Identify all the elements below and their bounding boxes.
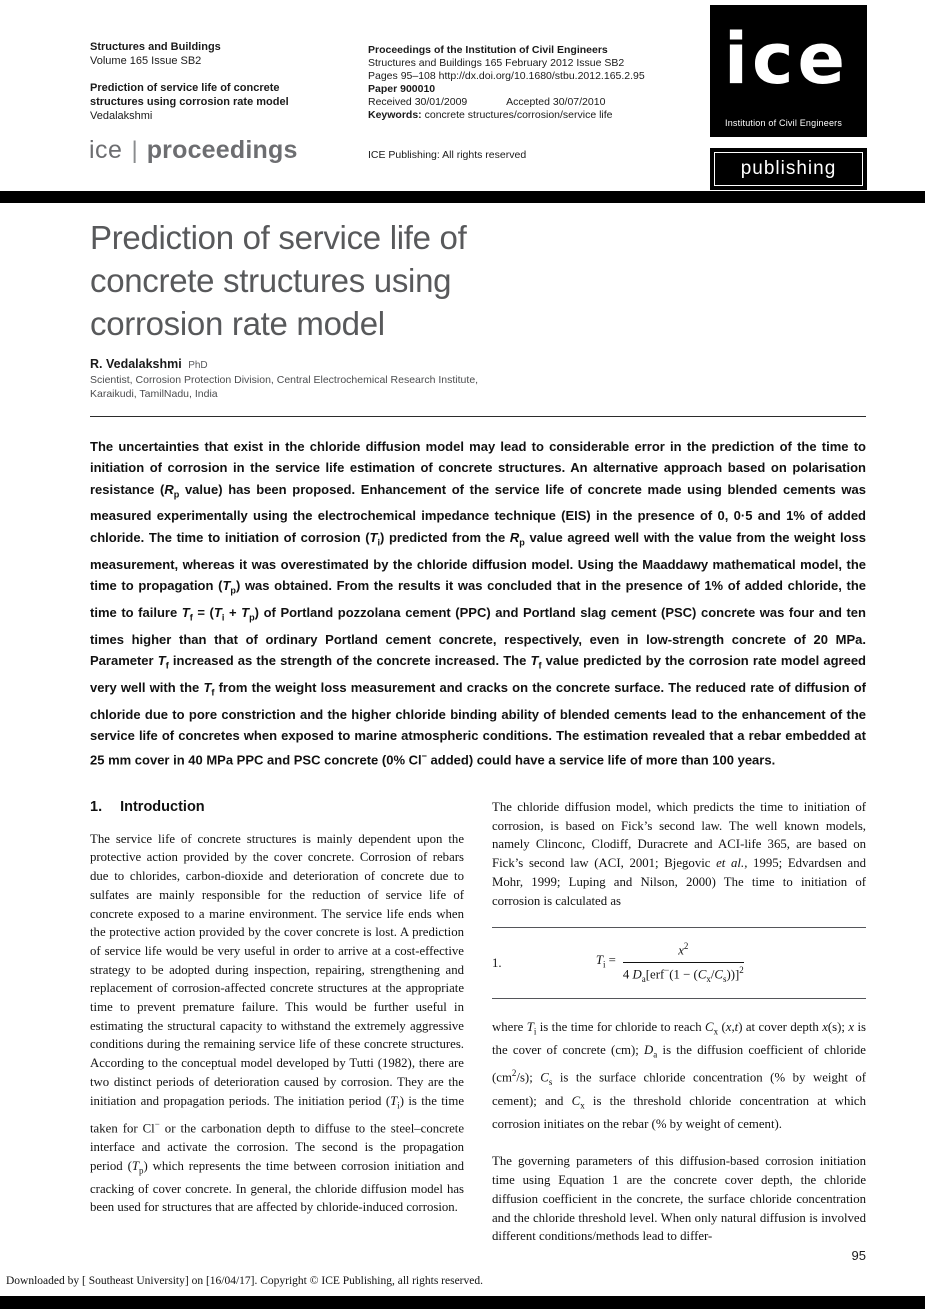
title-line-2: concrete structures using: [90, 262, 452, 299]
keywords-line: [368, 109, 698, 122]
body-paragraph-1: The chloride diffusion model, which predicts the time to initiation of corrosion, is based on Fick’s second law. The well known models, namely Clinconc, Clodiff, Duracrete and ACI-life 365, are based on Fick’s second law (ACI, 2001; Bjegovic et al., 1995; Edvardsen and Mohr, 1999; Luping and Nilson, 2000) The time to initiation of corrosion is calculated as: [492, 800, 867, 908]
proceedings-line: Proceedings of the Institution of Civil Engineers: [368, 44, 608, 56]
author-name: R. Vedalakshmi: [90, 357, 182, 371]
institution-name: Institution of Civil Engineers: [725, 118, 843, 128]
accepted-date: Accepted 30/07/2010: [506, 96, 606, 108]
ice-logo: ice: [724, 18, 849, 100]
author-affiliation: Scientist, Corrosion Protection Division, Central Electrochemical Research Institute, Karaikudi, TamilNadu, India: [90, 374, 479, 400]
header-paper-title: Prediction of service life of concrete structures using corrosion rate model: [90, 82, 289, 108]
title-divider: [90, 416, 866, 417]
author-degree: PhD: [188, 360, 208, 371]
logo-proceedings-text: proceedings: [146, 136, 298, 164]
footer-note: Downloaded by [ Southeast University] on [16/04/17]. Copyright © ICE Publishing, all rights reserved.: [6, 1275, 483, 1287]
issue-line: Structures and Buildings 165 February 2012 Issue SB2: [368, 57, 625, 69]
journal-name: Structures and Buildings: [90, 41, 221, 53]
section-heading: [90, 798, 464, 817]
bottom-divider-bar: [0, 1296, 925, 1309]
logo-separator: |: [131, 136, 138, 164]
author-line: [90, 357, 866, 371]
equation-block: [492, 927, 866, 998]
body-columns: [90, 798, 866, 1246]
volume-issue: Volume 165 Issue SB2: [90, 54, 202, 67]
article: [90, 216, 866, 1246]
section-number: 1.: [90, 799, 103, 816]
page-number: 95: [851, 1248, 866, 1263]
top-divider-bar: [0, 191, 925, 203]
right-column: [492, 798, 866, 1246]
dates-line: [368, 96, 698, 109]
ice-proceedings-logo: [89, 136, 298, 165]
equation-fraction: [623, 941, 744, 984]
abstract: The uncertainties that exist in the chloride diffusion model may lead to considerable error in the prediction of the time to initiation of corrosion in the service life estimation of concrete structures. An alternative approach based on polarisation resistance ($R_p$ value) has been proposed. Enhancement of the service life of concrete made using blended cements was measured experimentally using the electrochemical impedance technique (EIS) in the presence of 0, 0·5 and 1% of added chloride. The time to initiation of corrosion $(T_i)$ predicted from the $R_p$ value agreed well with the value from the weight loss measurement, whereas it was overestimated by the chloride diffusion model. Using the Maaddawy mathematical model, the time to propagation $(T_p)$ was obtained. From the results it was concluded that in the presence of 1% of added chloride, the time to failure $T_f = (T_i + T_p)$ of Portland pozzolana cement (PPC) and Portland slag cement (PSC) concrete was four and ten times higher than that of ordinary Portland cement concrete, respectively, even in low-strength concrete of 20 MPa. Parameter $T_f$ increased as the strength of the concrete increased. The $T_f$ value predicted by the corrosion rate model agreed very well with the $T_f$ from the weight loss measurement and cracks on the concrete surface. The reduced rate of diffusion of chloride due to pore constriction and the higher chloride binding ability of blended cements lead to the enhancement of the service life of concretes when exposed to marine atmospheric conditions. The estimation revealed that a rebar embedded at 25 mm cover in 40 MPa PPC and PSC concrete (0% Cl− added) could have a service life of more than 100 years.: [90, 439, 867, 768]
equation-number: 1.: [492, 955, 502, 970]
paper-number: Paper 900010: [368, 83, 436, 95]
keywords-label: Keywords:: [368, 109, 422, 121]
body-paragraph-3: The governing parameters of this diffusion-based corrosion initiation time using Equation 1 are the concrete cover depth, the chloride diffusion coefficient in the concrete, the surface chloride concentration and the chloride threshold level. When only natural diffusion is involved different conditions/methods lead to differ-: [492, 1154, 866, 1244]
fraction-numerator: $x^2$: [623, 941, 744, 962]
publishing-label: publishing: [714, 152, 863, 186]
header-author: Vedalakshmi: [90, 110, 153, 122]
rights-line: ICE Publishing: All rights reserved: [368, 149, 527, 161]
header-middle: [368, 44, 698, 162]
logo-ice-text: ice: [89, 136, 123, 164]
header-left: [90, 41, 340, 124]
left-column: [90, 798, 464, 1246]
body-paragraph-2: where $T_i$ is the time for chloride to reach $C_x$ (x,t) at cover depth x(s); x is the cover of concrete (cm); $D_a$ is the diffusion coefficient of chloride $(cm^2/s)$; $C_s$ is the surface chloride concentration (% by weight of cement); and $C_x$ is the threshold chloride concentration at which corrosion initiates on the rebar (% by weight of cement).: [492, 1019, 867, 1131]
keywords-value: concrete structures/corrosion/service life: [424, 109, 613, 121]
ice-logo-box: [710, 5, 867, 137]
fraction-denominator: 4 $D_a[erf^-(1 - (C_x/C_s))]^2$: [622, 964, 744, 984]
title-line-3: corrosion rate model: [90, 305, 385, 342]
intro-paragraph: The service life of concrete structures is mainly dependent upon the protective action provided by the cover concrete. Corrosion of rebars due to chlorides, carbon-dioxide and deterioration of concrete due to sulfates are mainly responsible for the reduction of service life of concrete exposed to a marine environment. The service life ends when the protective action provided by the cover concrete is lost. A prediction of service life would be very useful in order to arrive at a cost-effective strategy to be adopted during inspection, repairing, strengthening and replacement of corrosion-affected concrete structures at the appropriate time to prevent premature failure. This would be further useful in estimating the structural capacity to withstand the extremely aggressive conditions during the remaining service life of these concrete structures. According to the conceptual model developed by Tutti (1982), there are two distinct periods of deterioration caused by corrosion. They are the initiation and propagation periods. The initiation period $(T_i)$ is the time taken for Cl− or the carbonation depth to diffuse to the steel–concrete interface and activate the corrosion. The second is the propagation period $(T_p)$ which represents the time between corrosion initiation and cracking of cover concrete. In general, the chloride diffusion model has been used for structures that are affected by chloride-induced corrosion.: [90, 831, 464, 1215]
equation-lhs: $T_i$ =: [595, 953, 616, 970]
equation: [596, 941, 744, 984]
article-title: [90, 216, 866, 345]
publishing-box: [710, 148, 867, 190]
title-line-1: Prediction of service life of: [90, 219, 467, 256]
received-date: Received 30/01/2009: [368, 96, 468, 108]
section-title: Introduction: [120, 799, 205, 816]
pages-doi-line: Pages 95–108 http://dx.doi.org/10.1680/stbu.2012.165.2.95: [368, 70, 645, 82]
